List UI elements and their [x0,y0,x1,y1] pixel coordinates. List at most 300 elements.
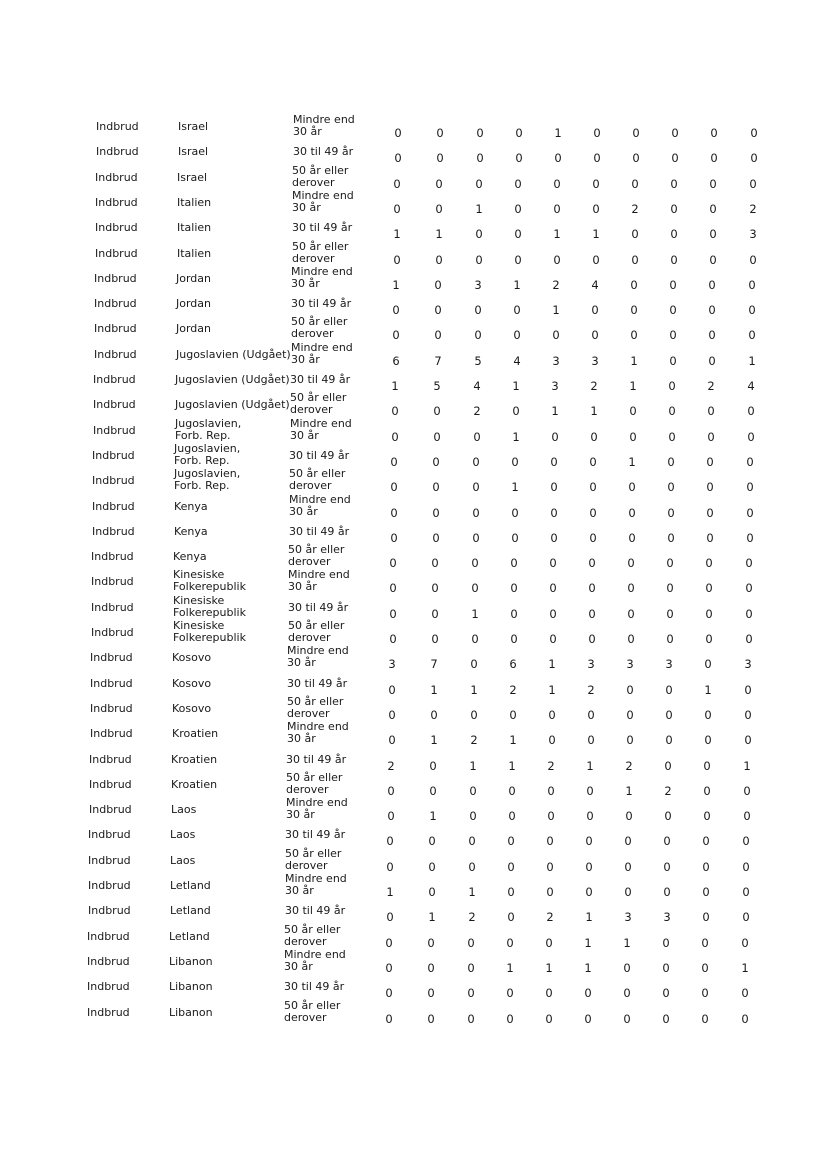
value-cell: 0 [429,758,437,773]
table-row [0,825,820,849]
value-cell: 0 [747,429,755,444]
value-cell: 0 [434,277,442,292]
country: Jordan [176,297,211,311]
offense-type: Indbrud [90,676,133,690]
value-cell: 0 [626,733,634,748]
value-cell: 0 [509,707,517,722]
value-cell: 0 [549,606,557,621]
value-cell: 0 [744,682,752,697]
value-cell: 0 [625,809,633,824]
value-cell: 1 [471,606,479,621]
value-cell: 0 [467,986,475,1001]
value-cell: 0 [551,429,559,444]
value-cell: 0 [508,809,516,824]
value-cell: 0 [624,859,632,874]
country: Laos [171,803,197,817]
table-row [0,568,823,596]
country: Kenya [173,550,207,564]
value-cell: 0 [629,429,637,444]
value-cell: 1 [475,201,483,216]
value-cell: 2 [509,682,517,697]
country: Kroatien [171,752,218,766]
value-cell: 0 [591,328,599,343]
value-cell: 0 [514,252,522,267]
value-cell: 0 [472,530,480,545]
table-row [0,901,820,925]
value-cell: 4 [473,379,481,393]
value-cell: 2 [552,277,560,292]
value-cell: 0 [708,303,716,318]
table-row [0,998,819,1027]
value-cell: 1 [592,227,600,242]
offense-type: Indbrud [92,524,135,538]
value-cell: 0 [746,454,754,469]
age-group: 50 år eller derover [290,391,347,417]
value-cell: 3 [663,910,671,925]
value-cell: 0 [586,783,594,798]
value-cell: 0 [748,303,756,318]
value-cell: 0 [553,252,561,267]
value-cell: 1 [553,227,561,242]
value-cell: 0 [626,707,634,722]
value-cell: 0 [550,480,558,495]
value-cell: 1 [470,682,478,697]
value-cell: 0 [394,151,402,166]
value-cell: 0 [471,632,479,646]
country: Letland [169,929,210,943]
age-group: 30 til 49 år [285,904,346,918]
value-cell: 0 [588,606,596,621]
value-cell: 0 [703,758,711,773]
value-cell: 0 [705,556,713,571]
value-cell: 0 [701,986,709,1001]
value-cell: 0 [470,657,478,672]
value-cell: 0 [388,733,396,748]
value-cell: 0 [623,1011,631,1026]
value-cell: 1 [508,758,516,773]
value-cell: 0 [741,935,749,950]
value-cell: 0 [546,859,554,874]
value-cell: 0 [746,505,754,520]
value-cell: 0 [550,530,558,545]
value-cell: 0 [630,277,638,292]
country: Jordan [176,271,211,285]
value-cell: 1 [552,303,560,318]
value-cell: 0 [514,176,522,191]
value-cell: 0 [670,252,678,267]
country: Letland [170,879,211,892]
value-cell: 2 [547,758,555,773]
offense-type: Indbrud [92,474,135,488]
value-cell: 0 [506,1011,514,1026]
country: Jugoslavien (Udgået) [175,398,290,412]
value-cell: 0 [589,454,597,469]
value-cell: 0 [708,353,716,368]
age-group: Mindre end 30 år [291,340,353,366]
value-cell: 1 [586,758,594,773]
country: Jugoslavien, Forb. Rep. [175,416,242,442]
country: Kinesiske Folkerepublik [173,619,246,644]
age-group: Mindre end 30 år [285,872,347,897]
value-cell: 0 [746,480,754,495]
country: Israel [178,120,209,133]
value-cell: 2 [387,758,395,773]
value-cell: 0 [702,834,710,849]
value-cell: 0 [632,151,640,166]
age-group: Mindre end 30 år [293,113,355,138]
value-cell: 0 [467,1011,475,1026]
value-cell: 0 [471,581,479,596]
value-cell: 0 [667,505,675,520]
table-row [0,416,825,445]
value-cell: 0 [586,809,594,824]
value-cell: 0 [592,252,600,267]
value-cell: 4 [513,353,521,368]
offense-type: Indbrud [87,980,130,994]
offense-type: Indbrud [87,954,130,968]
offense-type: Indbrud [87,1005,130,1019]
offense-type: Indbrud [89,752,132,766]
table-row [0,644,822,672]
value-cell: 0 [436,126,444,140]
value-cell: 0 [473,429,481,444]
value-cell: 0 [708,277,716,292]
value-cell: 1 [391,379,399,393]
table-row [0,720,822,748]
value-cell: 0 [663,834,671,849]
age-group: 30 til 49 år [284,980,345,994]
value-cell: 0 [386,834,394,849]
value-cell: 0 [701,960,709,975]
value-cell: 0 [389,632,397,646]
value-cell: 0 [591,303,599,318]
country: Israel [178,145,209,159]
value-cell: 0 [432,505,440,520]
table-row [0,492,824,521]
value-cell: 0 [429,783,437,798]
country: Italien [177,246,212,260]
age-group: 30 til 49 år [292,221,353,235]
country: Libanon [169,954,213,968]
value-cell: 0 [390,505,398,520]
value-cell: 0 [744,707,752,722]
value-cell: 7 [434,353,442,368]
value-cell: 0 [507,834,515,849]
country: Jugoslavien, Forb. Rep. [174,441,241,467]
value-cell: 0 [741,1011,749,1026]
value-cell: 1 [435,227,443,242]
value-cell: 0 [664,809,672,824]
offense-type: Indbrud [90,651,133,665]
value-cell: 1 [748,353,756,368]
offense-type: Indbrud [91,626,134,639]
value-cell: 2 [749,201,757,216]
value-cell: 0 [547,783,555,798]
age-group: 30 til 49 år [287,676,348,690]
value-cell: 1 [741,960,749,975]
value-cell: 0 [745,581,753,596]
value-cell: 1 [469,758,477,773]
value-cell: 0 [389,556,397,571]
value-cell: 0 [549,556,557,571]
value-cell: 0 [389,581,397,596]
value-cell: 1 [584,935,592,950]
value-cell: 0 [511,530,519,545]
value-cell: 0 [709,252,717,267]
value-cell: 0 [553,176,561,191]
offense-type: Indbrud [94,297,137,311]
age-group: 30 til 49 år [285,828,346,842]
value-cell: 4 [747,379,755,393]
value-cell: 0 [427,935,435,950]
age-group: Mindre end 30 år [288,568,350,594]
offense-type: Indbrud [88,879,131,892]
value-cell: 0 [550,505,558,520]
value-cell: 0 [393,176,401,191]
value-cell: 0 [387,783,395,798]
table-row [0,188,827,217]
value-cell: 1 [430,682,438,697]
value-cell: 0 [548,707,556,722]
value-cell: 0 [431,632,439,646]
value-cell: 0 [666,606,674,621]
age-group: Mindre end 30 år [291,264,353,290]
value-cell: 0 [631,176,639,191]
value-cell: 0 [632,126,640,140]
value-cell: 0 [515,126,523,140]
value-cell: 0 [432,454,440,469]
value-cell: 0 [472,454,480,469]
country: Jugoslavien, Forb. Rep. [174,467,241,493]
value-cell: 0 [670,176,678,191]
value-cell: 0 [506,935,514,950]
value-cell: 5 [433,379,441,393]
value-cell: 1 [628,454,636,469]
value-cell: 0 [434,328,442,343]
value-cell: 0 [590,429,598,444]
value-cell: 1 [590,404,598,419]
value-cell: 0 [394,126,402,140]
value-cell: 3 [749,227,757,242]
value-cell: 0 [704,707,712,722]
offense-type: Indbrud [91,600,134,614]
value-cell: 0 [749,176,757,191]
value-cell: 2 [664,783,672,798]
value-cell: 0 [705,632,713,646]
value-cell: 0 [471,556,479,571]
value-cell: 0 [588,632,596,646]
value-cell: 0 [628,530,636,545]
table-row [0,694,822,723]
value-cell: 1 [743,758,751,773]
value-cell: 0 [587,707,595,722]
offense-type: Indbrud [95,170,138,184]
value-cell: 0 [385,960,393,975]
value-cell: 1 [512,429,520,444]
value-cell: 0 [432,480,440,495]
value-cell: 0 [627,606,635,621]
value-cell: 0 [435,252,443,267]
value-cell: 0 [749,252,757,267]
value-cell: 0 [670,227,678,242]
age-group: 50 år eller derover [287,694,344,720]
value-cell: 2 [473,404,481,419]
country: Laos [170,828,196,842]
value-cell: 0 [710,126,718,140]
table-row [0,593,823,622]
table-row [0,370,825,394]
value-cell: 0 [427,960,435,975]
value-cell: 0 [427,1011,435,1026]
age-group: 50 år eller derover [288,619,345,644]
value-cell: 0 [428,885,436,899]
offense-type: Indbrud [91,550,134,564]
value-cell: 0 [435,176,443,191]
value-cell: 0 [507,885,515,899]
value-cell: 0 [436,151,444,166]
value-cell: 0 [428,859,436,874]
offense-type: Indbrud [89,777,132,791]
table-row [0,770,821,799]
value-cell: 0 [433,429,441,444]
value-cell: 0 [513,303,521,318]
offense-type: Indbrud [94,271,137,285]
value-cell: 0 [706,530,714,545]
age-group: 50 år eller derover [286,770,343,796]
table-row [0,872,820,900]
country: Jugoslavien (Udgået) [175,373,290,386]
value-cell: 1 [545,960,553,975]
table-row [0,522,824,546]
value-cell: 0 [427,986,435,1001]
value-cell: 0 [470,707,478,722]
value-cell: 0 [390,454,398,469]
value-cell: 0 [510,556,518,571]
country: Kosovo [172,676,212,690]
table-row [0,441,824,470]
value-cell: 0 [707,404,715,419]
value-cell: 0 [507,859,515,874]
value-cell: 0 [546,834,554,849]
value-cell: 0 [513,328,521,343]
value-cell: 0 [631,252,639,267]
value-cell: 1 [551,404,559,419]
value-cell: 1 [509,733,517,748]
age-group: 30 til 49 år [291,297,352,311]
value-cell: 0 [385,935,393,950]
country: Kinesiske Folkerepublik [173,593,246,619]
value-cell: 0 [430,707,438,722]
value-cell: 0 [630,328,638,343]
value-cell: 1 [623,935,631,950]
value-cell: 0 [745,556,753,571]
value-cell: 0 [432,530,440,545]
value-cell: 1 [585,910,593,925]
offense-type: Indbrud [95,246,138,260]
value-cell: 0 [630,303,638,318]
value-cell: 0 [385,986,393,1001]
country: Kosovo [172,701,212,715]
value-cell: 3 [665,657,673,672]
value-cell: 0 [665,682,673,697]
value-cell: 0 [510,606,518,621]
age-group: 30 til 49 år [288,600,349,614]
value-cell: 0 [469,809,477,824]
age-group: 30 til 49 år [290,373,351,386]
value-cell: 2 [707,379,715,393]
value-cell: 3 [587,657,595,672]
country: Libanon [169,1005,213,1019]
value-cell: 0 [552,328,560,343]
value-cell: 1 [548,657,556,672]
value-cell: 0 [745,606,753,621]
value-cell: 0 [548,733,556,748]
value-cell: 1 [392,277,400,292]
offense-type: Indbrud [89,803,132,817]
value-cell: 2 [631,201,639,216]
value-cell: 0 [468,859,476,874]
value-cell: 0 [743,809,751,824]
value-cell: 0 [743,783,751,798]
age-group: Mindre end 30 år [290,416,352,442]
table-row [0,142,828,166]
value-cell: 0 [669,353,677,368]
table-row [0,846,820,875]
value-cell: 0 [671,126,679,140]
value-cell: 0 [584,986,592,1001]
value-cell: 0 [392,328,400,343]
offense-type: Indbrud [88,853,131,867]
value-cell: 3 [552,353,560,368]
value-cell: 1 [512,379,520,393]
value-cell: 0 [474,328,482,343]
value-cell: 0 [747,404,755,419]
value-cell: 1 [506,960,514,975]
value-cell: 0 [669,277,677,292]
offense-type: Indbrud [92,448,135,462]
offense-type: Indbrud [93,373,136,386]
value-cell: 0 [545,935,553,950]
value-cell: 0 [589,505,597,520]
value-cell: 0 [514,201,522,216]
table-row [0,218,827,242]
value-cell: 0 [386,910,394,925]
offense-type: Indbrud [93,398,136,412]
value-cell: 0 [710,151,718,166]
value-cell: 0 [514,227,522,242]
value-cell: 0 [746,530,754,545]
value-cell: 0 [546,885,554,899]
value-cell: 0 [665,733,673,748]
value-cell: 0 [704,733,712,748]
value-cell: 0 [393,252,401,267]
age-group: 50 år eller derover [285,846,342,872]
value-cell: 0 [474,303,482,318]
value-cell: 0 [476,126,484,140]
country: Letland [170,904,211,918]
value-cell: 0 [549,581,557,596]
value-cell: 0 [385,1011,393,1026]
value-cell: 0 [748,277,756,292]
value-cell: 0 [390,530,398,545]
value-cell: 7 [430,657,438,672]
value-cell: 0 [667,530,675,545]
offense-type: Indbrud [95,195,138,209]
value-cell: 0 [667,454,675,469]
value-cell: 0 [741,986,749,1001]
value-cell: 0 [631,227,639,242]
value-cell: 0 [388,682,396,697]
